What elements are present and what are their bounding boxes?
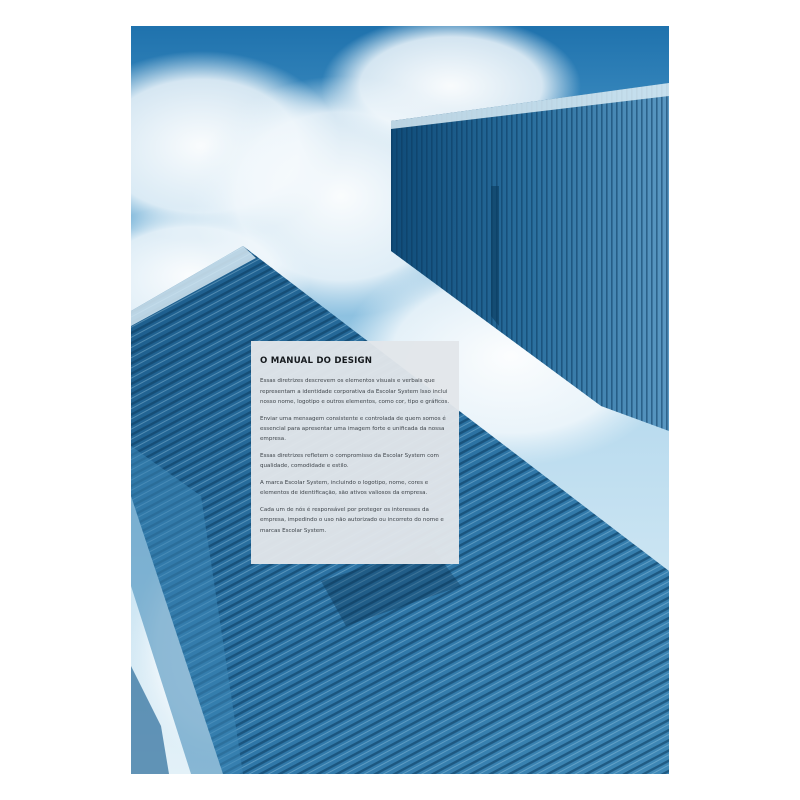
paragraph-consistent-message: Enviar uma mensagem consistente e controlada de quem somos é essencial para apresentar uma imagem forte e unificada da nossa empresa.: [260, 415, 446, 442]
design-manual-text-panel: [251, 341, 459, 564]
panel-title: O MANUAL DO DESIGN: [260, 356, 373, 366]
paragraph-guidelines-intro: Essas diretrizes descrevem os elementos visuais e verbais que representam a identidade corporativa da Escolar System Isso inclui nosso nome, logotipo e outros elementos, como cor, tipo e gráficos.: [260, 378, 450, 405]
paragraph-responsibility: Cada um de nós é responsável por proteger os interesses da empresa, impedindo o uso não autorizado ou incorreto do nome e marcas Escolar System.: [260, 507, 444, 534]
paragraph-commitment: Essas diretrizes refletem o compromisso da Escolar System com qualidade, comodidade e estilo.: [260, 453, 439, 470]
paragraph-brand-assets: A marca Escolar System, incluindo o logotipo, nome, cores e elementos de identificação, são ativos valiosos da empresa.: [260, 480, 429, 497]
